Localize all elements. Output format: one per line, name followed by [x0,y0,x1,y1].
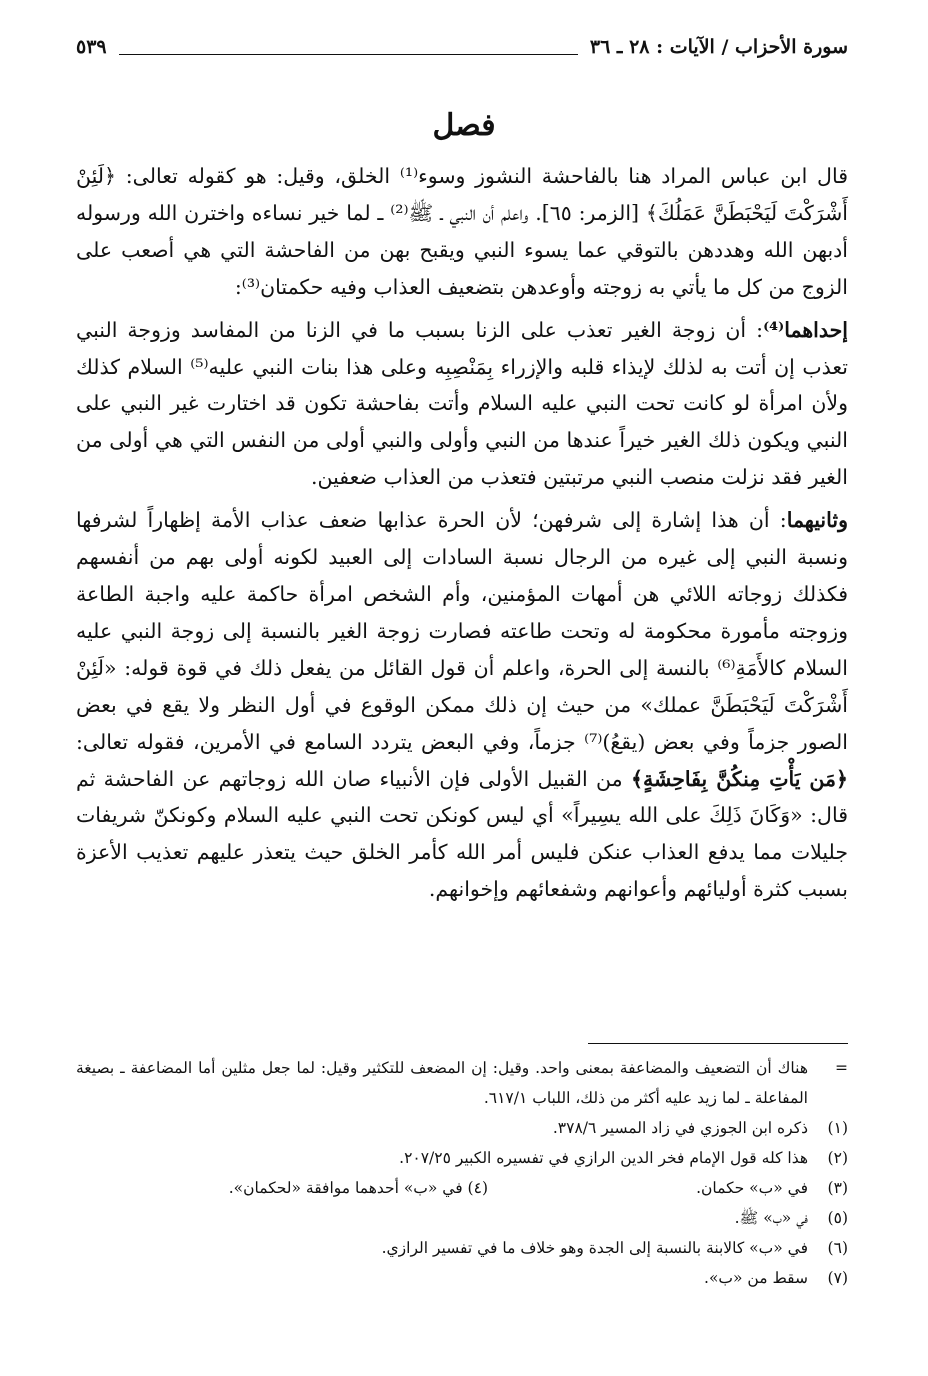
footnote-text: في «ب» كالابنة بالنسبة إلى الجدة وهو خلاف ما في تفسير الرازي. [381,1239,808,1257]
footnote-1 [76,1113,848,1143]
second-wisdom-ending: من القبيل الأولى فإن الأنبياء صان الله زوجاتهم عن الفاحشة ثم قال: «وَكَانَ ذَلِكَ على الله يسِيراً» أي ليس كونكن تحت النبي عليه السلام وكونكنّ شريفات جليلات مما يدفع العذاب عنكن فليس أمر الله كأمر الخلق حيث يتعذر عليهم تعذيب الأعزة بسبب كثرة أوليائهم وأعوانهم وشفعائهم وإخوانهم. [76,766,848,902]
footnote-6 [76,1233,848,1263]
footnote-mark: (٧) [827,1269,848,1287]
first-wisdom-heading: إحداهما⁽⁴⁾ [763,317,848,342]
paragraph-intro: قال ابن عباس المراد هنا بالفاحشة النشوز وسوء⁽¹⁾ الخلق، وقيل: هو كقوله تعالى: ﴿لَئِنْ أَشْرَكْتَ لَيَحْبَطَنَّ عَمَلُكَ﴾ [الزمر: ٦٥]. واعلم أن النبي ـ ﷺ⁽²⁾ ـ لما خير نساءه واخترن الله ورسوله أدبهن الله وهددهن بالتوقي عما يسوء النبي ويقبح بهن من الفاحشة التي هي أصعب على الزوج من كل ما يأتي به زوجته وأوعدهن بتضعيف العذاب وفيه حكمتان⁽³⁾: [76,164,848,299]
footnote-4-text: (٤) في «ب» أحدهما موافقة «لحكمان». [228,1179,488,1197]
footnote-mark: (٦) [827,1239,848,1257]
running-head-rule [119,54,578,55]
footnote-3-4 [76,1173,848,1203]
footnote-text: ذكره ابن الجوزي في زاد المسير ٣٧٨/٦. [552,1119,808,1137]
footnote-text: هذا كله قول الإمام فخر الدين الرازي في تفسيره الكبير ٢٠٧/٢٥. [399,1149,808,1167]
footnote-mark: = [835,1059,848,1077]
paragraph-first-wisdom [76,312,848,497]
running-head-title: سورة الأحزاب / الآيات : ٢٨ ـ ٣٦ [589,36,848,58]
quran-quote: ﴿مَن يَأْتِ مِنكُنَّ بِفَاحِشَةٍ﴾ [630,766,848,791]
footnote-text: هناك أن التضعيف والمضاعفة بمعنى واحد. وقيل: إن المضعف للتكثير وقيل: لما جعل مثلين أما المضاعفة ـ بصيغة المفاعلة ـ لما زيد عليه أكثر من ذلك، اللباب ٦١٧/١. [76,1059,808,1107]
first-wisdom-text: : أن زوجة الغير تعذب على الزنا بسبب ما في الزنا من المفاسد وزوجة النبي تعذب إن أتت به لذلك لإيذاء قلبه والإزراء بِمَنْصِبِه وعلى هذا بنات النبي عليه⁽⁵⁾ السلام كذلك ولأن امرأة لو كانت تحت النبي عليه السلام وأتت بفاحشة تكون قد اختارت غير النبي على النبي ويكون ذلك الغير خيراً عندها من النبي وأولى والنبي أولى من النفس التي هي أولى من الغير فقد نزلت منصب النبي مرتبتين فتعذب من العذاب ضعفين. [76,317,849,490]
footnote-3-text: في «ب» حكمان. [696,1179,808,1197]
footnotes [76,1053,848,1293]
footnote-divider [588,1043,848,1044]
footnote-2 [76,1143,848,1173]
footnote-continuation [76,1053,848,1113]
page-number: ٥٣٩ [76,36,107,58]
second-wisdom-heading: وثانيهما [786,508,848,533]
section-title: فصل [432,108,496,143]
main-text [76,158,848,908]
footnote-text: في «ب» ﷺ. [734,1209,808,1227]
footnote-5 [76,1203,848,1233]
footnote-mark: (٢) [827,1149,848,1167]
running-head [76,30,848,64]
paragraph-second-wisdom [76,502,848,908]
footnote-mark: (٣) [827,1179,848,1197]
footnote-7 [76,1263,848,1293]
footnote-text: سقط من «ب». [704,1269,808,1287]
footnote-mark: (١) [827,1119,848,1137]
second-wisdom-text: : أن هذا إشارة إلى شرفهن؛ لأن الحرة عذابها ضعف عذاب الأمة إظهاراً لشرفها ونسبة النبي إلى غيره من الرجال نسبة السادات إلى العبيد لكونه أولى بهم من أنفسهم فكذلك زوجاته اللائي هن أمهات المؤمنين، وأم الشخص امرأة حاكمة عليه واجبة الطاعة وزوجته مأمورة محكومة له وتحت طاعته فصارت زوجة الغير بالنسبة إلى زوجة النبي عليه السلام كالأَمَةِ⁽⁶⁾ بالنسة إلى الحرة، واعلم أن قول القائل من يفعل ذلك في قوة قوله: «لَئِنْ أَشْرَكْتَ لَيَحْبَطَنَّ عملك» من حيث إن ذلك ممكن الوقوع في أول النظر ولا يقع في بعض الصور جزماً وفي بعض (يقعُ)⁽⁷⁾ جزماً، وفي البعض يتردد السامع في الأمرين، فقوله تعالى: [76,508,849,754]
footnote-mark: (٥) [827,1209,848,1227]
